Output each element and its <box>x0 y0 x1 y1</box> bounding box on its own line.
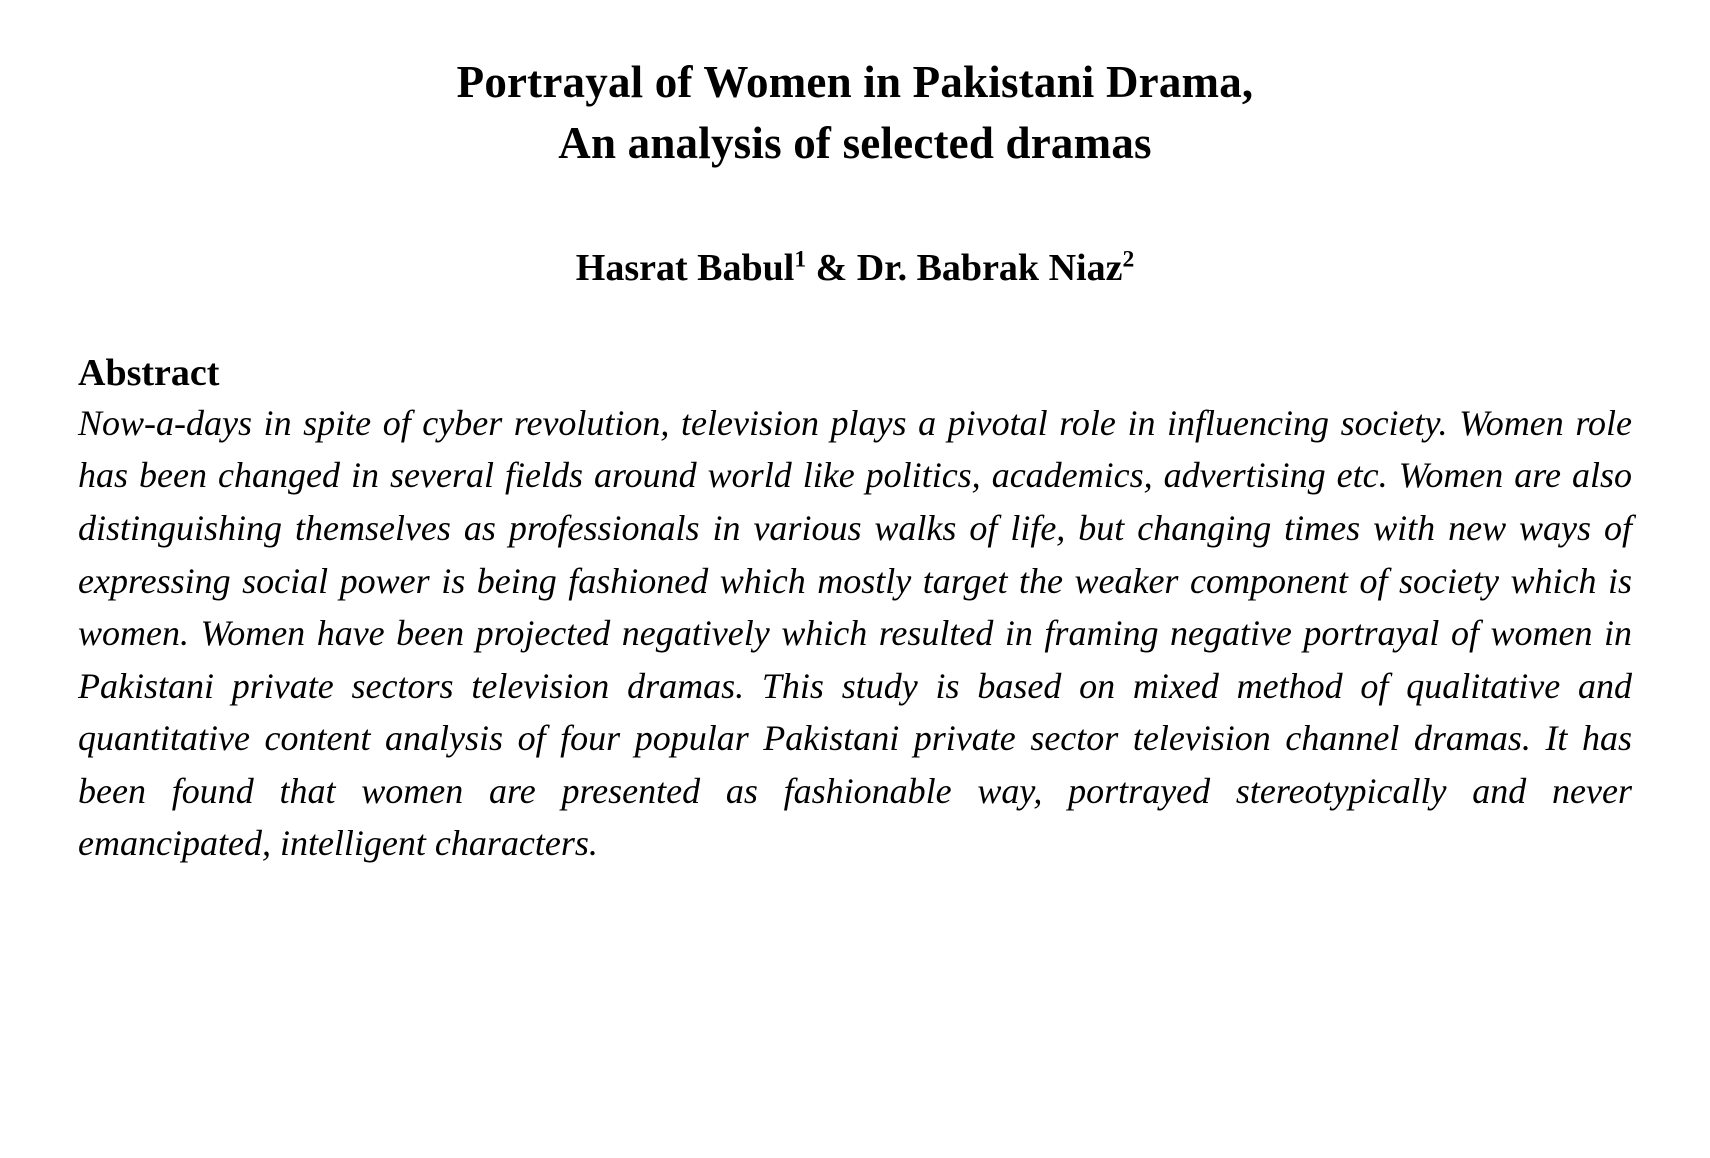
paper-title-line-2: An analysis of selected dramas <box>558 117 1152 168</box>
author-name-2: Dr. Babrak Niaz <box>856 246 1123 289</box>
author-conjunction: & <box>806 246 857 289</box>
paper-title <box>78 52 1632 174</box>
author-footnote-2: 2 <box>1122 245 1135 272</box>
paper-title-line-1: Portrayal of Women in Pakistani Drama, <box>456 57 1254 107</box>
abstract-heading: Abstract <box>78 351 220 394</box>
author-footnote-1: 1 <box>794 245 807 272</box>
author-name-1: Hasrat Babul <box>575 246 795 289</box>
abstract-text: Now-a-days in spite of cyber revolution, television plays a pivotal role in influencing society. Women role has been changed in several fields around world like politics, academics, advertising etc. Women are also distinguishing themselves as professionals in various walks of life, but changing times with new ways of expressing social power is being fashioned which mostly target the weaker component of society which is women. Women have been projected negatively which resulted in framing negative portrayal of women in Pakistani private sectors television dramas. This study is based on mixed method of qualitative and quantitative content analysis of four popular Pakistani private sector television channel dramas. It has been found that women are presented as fashionable way, portrayed stereotypically and never emancipated, intelligent characters. <box>78 402 1632 864</box>
author-list <box>78 244 1632 293</box>
